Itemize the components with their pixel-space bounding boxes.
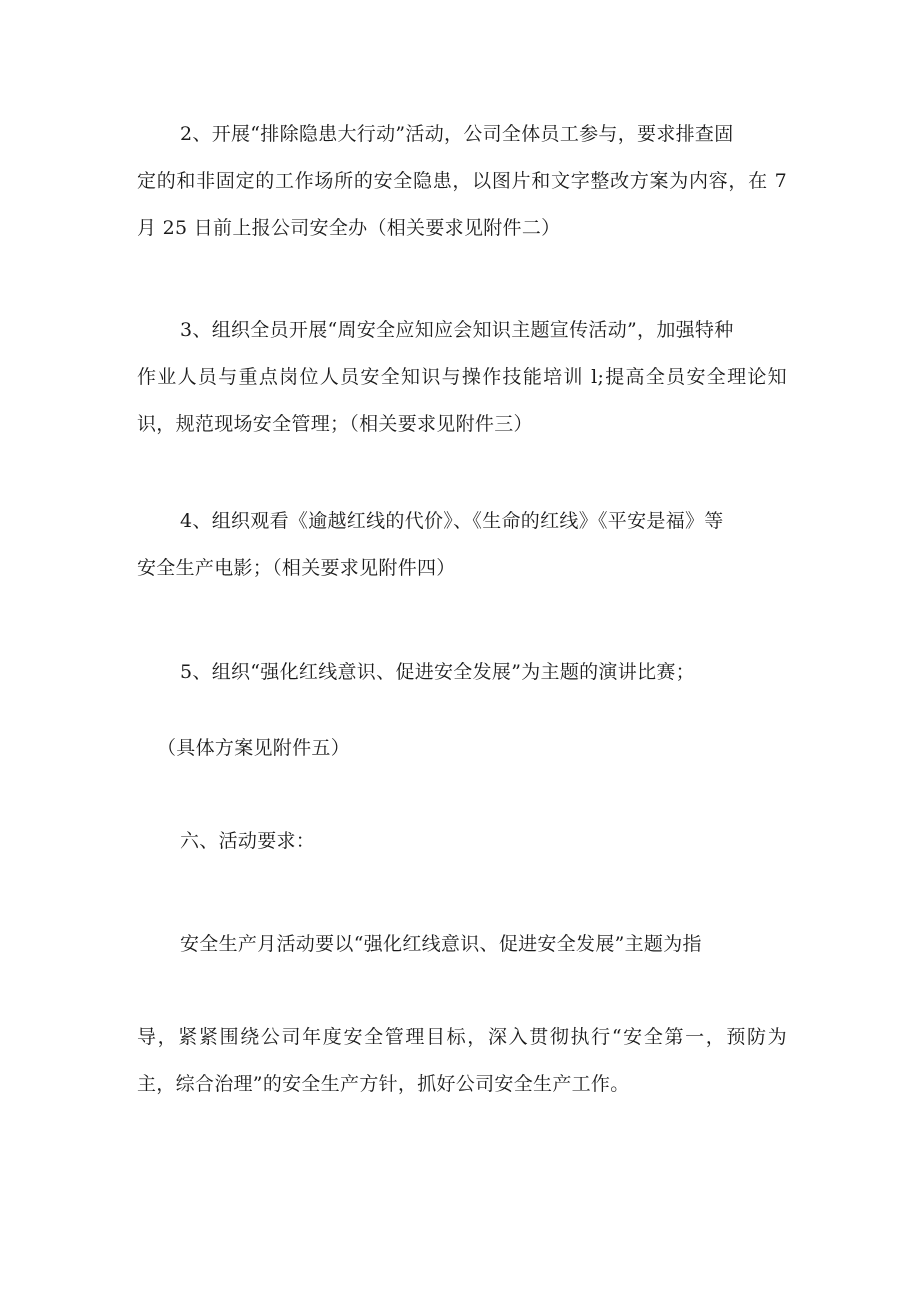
- item-4-line-1: 4、组织观看《逾越红线的代价》、《生命的红线》《平安是福》等: [180, 510, 724, 532]
- requirement-body-line-2: 主，综合治理”的安全生产方针，抓好公司安全生产工作。: [137, 1073, 630, 1095]
- item-3-line-2: 作业人员与重点岗位人员安全知识与操作技能培训 l;提高全员安全理论知: [137, 366, 787, 388]
- item-5-note: （具体方案见附件五）: [157, 737, 351, 759]
- item-2-line-2: 定的和非固定的工作场所的安全隐患，以图片和文字整改方案为内容，在 7: [137, 170, 787, 192]
- item-2-line-3: 月 25 日前上报公司安全办（相关要求见附件二）: [137, 217, 561, 239]
- requirement-intro-line: 安全生产月活动要以“强化红线意识、促进安全发展”主题为指: [180, 933, 702, 955]
- requirement-body-line-1: 导，紧紧围绕公司年度安全管理目标，深入贯彻执行“安全第一，预防为: [137, 1026, 787, 1048]
- item-5-line-1: 5、组织“强化红线意识、促进安全发展”为主题的演讲比赛；: [180, 661, 695, 683]
- item-3-line-1: 3、组织全员开展“周安全应知应会知识主题宣传活动”，加强特种: [180, 319, 734, 341]
- item-4-line-2: 安全生产电影；（相关要求见附件四）: [137, 557, 456, 579]
- item-3-line-3: 识，规范现场安全管理；（相关要求见附件三）: [137, 413, 533, 435]
- section-6-heading: 六、活动要求：: [180, 830, 316, 852]
- item-2-line-1: 2、开展“排除隐患大行动”活动，公司全体员工参与，要求排查固: [180, 123, 734, 145]
